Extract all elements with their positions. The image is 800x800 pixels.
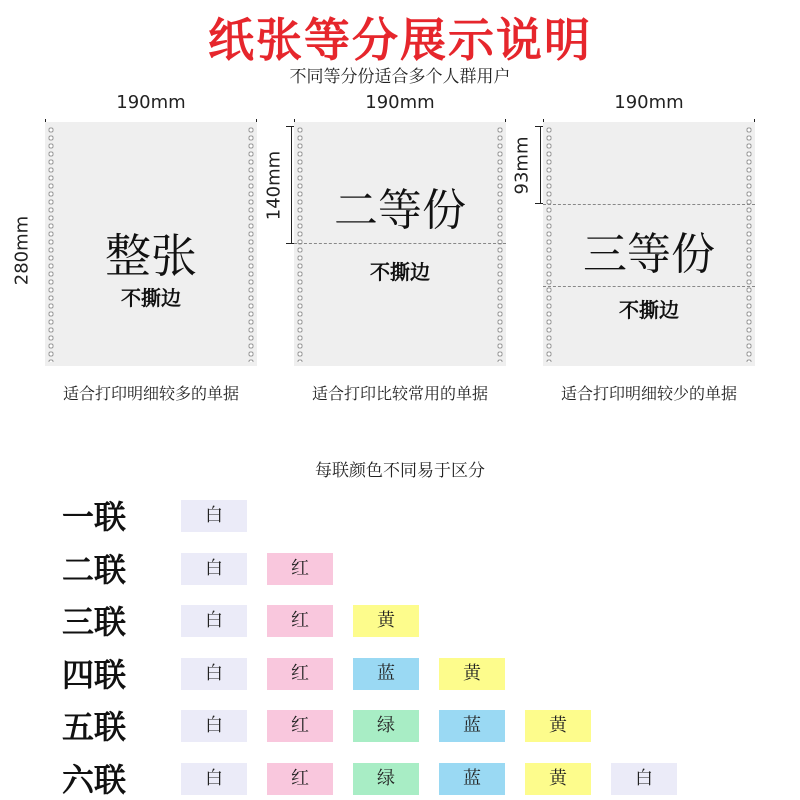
color-chip: 蓝	[439, 710, 505, 742]
panel-main-text: 二等份	[334, 185, 466, 236]
page-subtitle: 不同等分份适合多个人群用户	[289, 67, 511, 87]
color-chip: 白	[181, 710, 247, 742]
panel-main-text: 三等份	[583, 229, 715, 280]
tear-line	[294, 243, 506, 244]
height-label-2: 140mm	[263, 150, 285, 221]
color-chip: 红	[267, 763, 333, 795]
panel-caption-3: 适合打印明细较少的单据	[560, 384, 737, 403]
panel-main-text: 整张	[105, 229, 197, 283]
paper-third-sheet	[543, 122, 755, 366]
width-label-2: 190mm	[365, 92, 435, 113]
color-chip: 红	[267, 553, 333, 585]
color-chip: 白	[181, 553, 247, 585]
ply-row-label: 三联	[62, 603, 127, 642]
panel-sub-text: 不撕边	[121, 286, 181, 310]
ply-row-label: 二联	[62, 550, 127, 589]
height-label-3: 93mm	[511, 136, 533, 195]
color-chip: 红	[267, 658, 333, 690]
tear-line	[543, 204, 755, 205]
color-chip: 红	[267, 710, 333, 742]
tractor-holes	[297, 126, 303, 362]
color-chip: 白	[181, 605, 247, 637]
paper-half-sheet	[294, 122, 506, 366]
color-chip: 黄	[353, 605, 419, 637]
ply-row-label: 六联	[62, 761, 127, 799]
color-chip: 绿	[353, 710, 419, 742]
color-chip: 蓝	[353, 658, 419, 690]
ply-row-label: 四联	[62, 655, 127, 694]
ply-row-label: 一联	[62, 498, 127, 536]
color-chip: 红	[267, 605, 333, 637]
color-chip: 白	[181, 500, 247, 532]
page-title: 纸张等分展示说明	[208, 13, 592, 67]
color-chip: 蓝	[439, 763, 505, 795]
color-chip: 白	[181, 658, 247, 690]
color-chip: 黄	[525, 763, 591, 795]
color-chip: 绿	[353, 763, 419, 795]
color-section-title: 每联颜色不同易于区分	[315, 461, 485, 481]
tear-line	[543, 286, 755, 287]
tractor-holes	[497, 126, 503, 362]
color-chip: 白	[611, 763, 677, 795]
color-chip: 白	[181, 763, 247, 795]
panel-caption-1: 适合打印明细较多的单据	[62, 384, 239, 403]
width-label-3: 190mm	[614, 92, 684, 113]
height-label-1: 280mm	[11, 215, 33, 286]
panel-sub-text: 不撕边	[370, 260, 430, 284]
paper-whole-sheet	[45, 122, 257, 366]
panel-sub-text: 不撕边	[619, 298, 679, 322]
ply-row-label: 五联	[62, 708, 127, 747]
width-label-1: 190mm	[116, 92, 186, 113]
color-chip: 黄	[439, 658, 505, 690]
panel-caption-2: 适合打印比较常用的单据	[311, 384, 488, 403]
color-chip: 黄	[525, 710, 591, 742]
